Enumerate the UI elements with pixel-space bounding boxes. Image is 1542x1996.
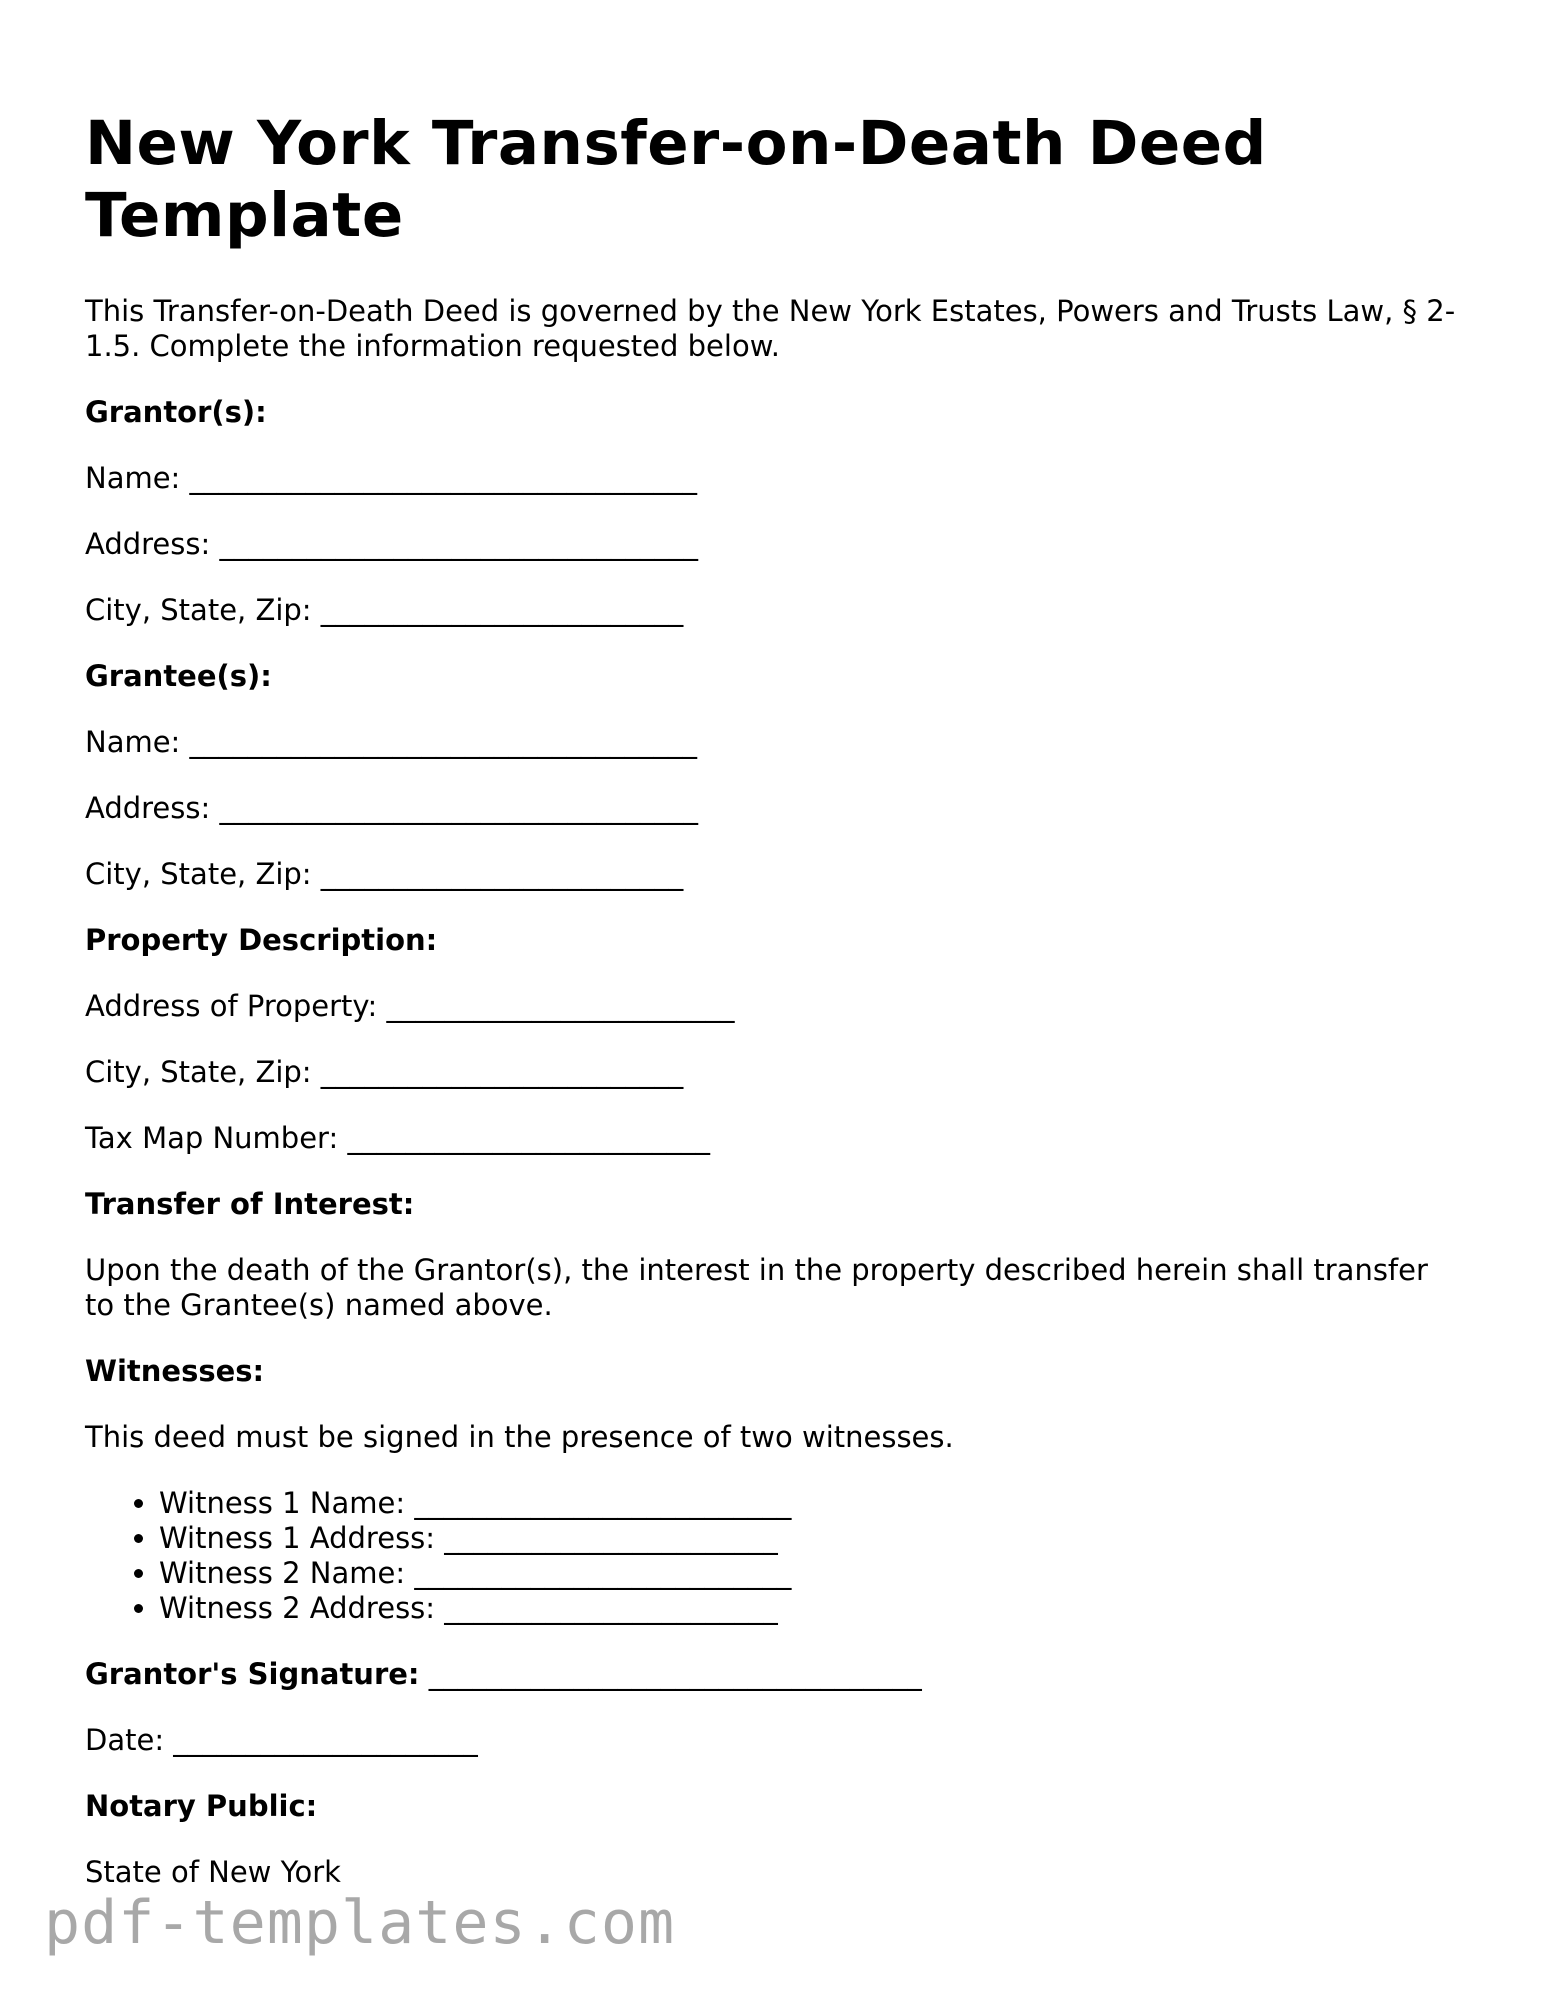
- witness-1-address-field: • Witness 1 Address: _______________________: [159, 1521, 1465, 1556]
- witness-1-name-field: • Witness 1 Name: __________________________: [159, 1486, 1465, 1521]
- tax-map-field: Tax Map Number: _________________________: [85, 1121, 710, 1155]
- property-heading: Property Description:: [85, 923, 438, 957]
- notary-heading: Notary Public:: [85, 1789, 318, 1823]
- grantee-name-field: Name: ___________________________________: [85, 725, 698, 759]
- witness-list: [85, 1486, 1465, 1626]
- date-field: Date: _____________________: [85, 1723, 478, 1757]
- grantee-heading: Grantee(s):: [85, 659, 272, 693]
- transfer-heading: Transfer of Interest:: [85, 1187, 415, 1221]
- transfer-paragraph: Upon the death of the Grantor(s), the interest in the property described herein shall transfer to the Grantee(s) named above.: [85, 1253, 1428, 1322]
- property-city-field: City, State, Zip: _________________________: [85, 1055, 684, 1089]
- intro-paragraph: This Transfer-on-Death Deed is governed by the New York Estates, Powers and Trusts Law, § 2-1.5. Complete the information requested below.: [85, 294, 1456, 363]
- grantor-signature-line: __________________________________: [419, 1657, 922, 1691]
- witnesses-paragraph: This deed must be signed in the presence of two witnesses.: [85, 1420, 954, 1454]
- witnesses-heading: Witnesses:: [85, 1354, 265, 1388]
- witness-2-name-field: • Witness 2 Name: __________________________: [159, 1556, 1465, 1591]
- grantor-city-field: City, State, Zip: _________________________: [85, 593, 684, 627]
- grantor-address-field: Address: _________________________________: [85, 527, 698, 561]
- notary-state: State of New York: [85, 1855, 341, 1889]
- grantor-signature-field: [85, 1657, 1465, 1692]
- witness-2-address-field: • Witness 2 Address: _______________________: [159, 1591, 1465, 1626]
- grantor-signature-label: Grantor's Signature:: [85, 1657, 420, 1691]
- grantee-address-field: Address: _________________________________: [85, 791, 698, 825]
- grantor-name-field: Name: ___________________________________: [85, 461, 698, 495]
- property-address-field: Address of Property: ________________________: [85, 989, 735, 1023]
- document-title: New York Transfer-on-Death Deed Template: [85, 108, 1267, 251]
- grantor-heading: Grantor(s):: [85, 395, 267, 429]
- document-page: [85, 108, 1465, 1921]
- grantee-city-field: City, State, Zip: _________________________: [85, 857, 684, 891]
- watermark: pdf-templates.com: [44, 1888, 676, 1958]
